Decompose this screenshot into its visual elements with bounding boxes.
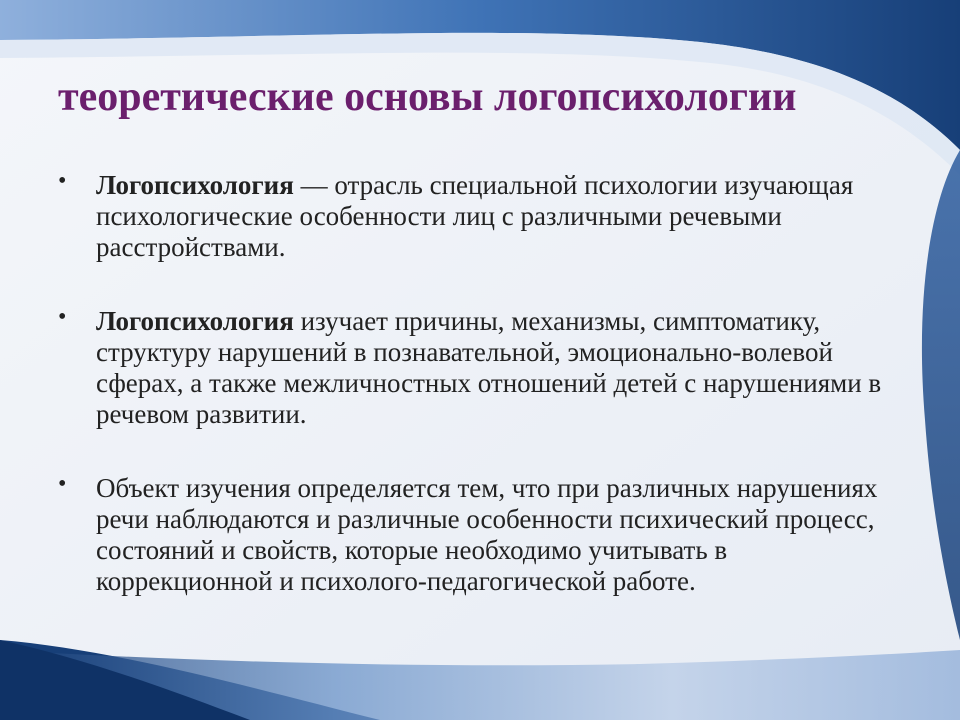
bullet-item bbox=[52, 170, 882, 263]
bullet-item bbox=[52, 473, 882, 597]
bullet-term: Логопсихология bbox=[96, 306, 294, 336]
slide-title: теоретические основы логопсихологии bbox=[58, 74, 797, 120]
bullet-list bbox=[52, 170, 882, 597]
bullet-dot-icon: • bbox=[58, 304, 67, 330]
bullet-dot-icon: • bbox=[58, 471, 67, 497]
bullet-text: — отрасль специальной психологии изучающая психологические особенности лиц с различными речевыми расстройствами. bbox=[96, 170, 854, 262]
bullet-text: Объект изучения определяется тем, что при различных нарушениях речи наблюдаются и различные особенности психический процесс, состояний и свойств, которые необходимо учитывать в коррекционной и психолого-педагогической работе. bbox=[96, 473, 878, 596]
bullet-text: изучает причины, механизмы, симптоматику, структуру нарушений в познавательной, эмоционально-волевой сферах, а также межличностных отношений детей с нарушениями в речевом развитии. bbox=[96, 306, 882, 429]
bullet-term: Логопсихология bbox=[96, 170, 294, 200]
bullet-dot-icon: • bbox=[58, 168, 67, 194]
bullet-item bbox=[52, 306, 882, 430]
